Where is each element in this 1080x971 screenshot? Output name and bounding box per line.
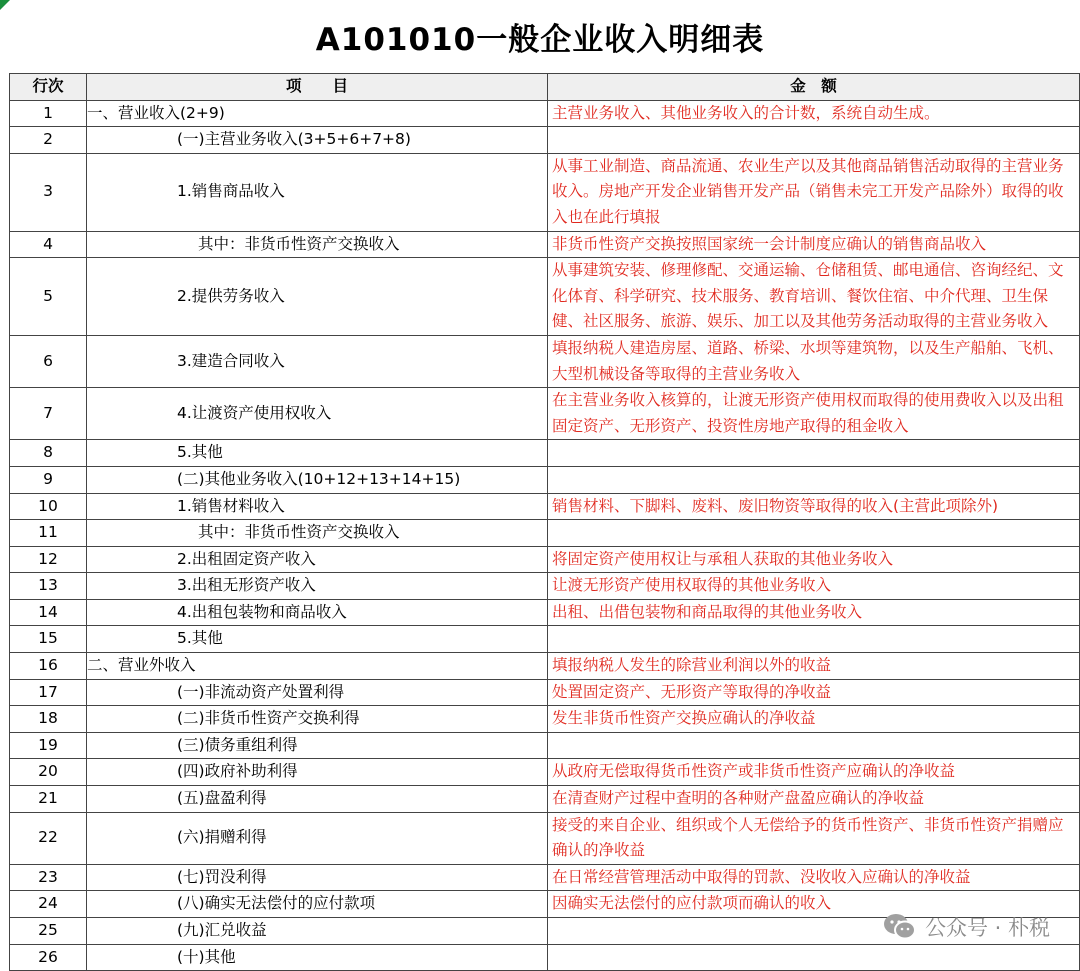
row-number-cell[interactable]: 17 [10, 679, 87, 706]
row-number-cell[interactable]: 2 [10, 127, 87, 154]
item-cell[interactable]: (七)罚没利得 [87, 864, 548, 891]
amount-cell[interactable]: 在清查财产过程中查明的各种财产盘盈应确认的净收益 [548, 786, 1080, 813]
amount-cell[interactable]: 因确实无法偿付的应付款项而确认的收入 [548, 891, 1080, 918]
item-cell[interactable]: (二)其他业务收入(10+12+13+14+15) [87, 466, 548, 493]
table-row [10, 127, 1080, 154]
item-cell[interactable]: 二、营业外收入 [87, 653, 548, 680]
item-cell[interactable]: 1.销售材料收入 [87, 493, 548, 520]
table-row [10, 100, 1080, 127]
amount-cell[interactable]: 主营业务收入、其他业务收入的合计数，系统自动生成。 [548, 100, 1080, 127]
watermark-text: 公众号 · 朴税 [924, 916, 1050, 940]
amount-cell[interactable] [548, 732, 1080, 759]
table-row [10, 153, 1080, 231]
item-cell[interactable]: 4.出租包装物和商品收入 [87, 599, 548, 626]
row-number-cell[interactable]: 22 [10, 812, 87, 864]
row-number-cell[interactable]: 24 [10, 891, 87, 918]
table-row [10, 258, 1080, 336]
amount-cell[interactable] [548, 944, 1080, 971]
table-row [10, 706, 1080, 733]
table-row [10, 440, 1080, 467]
table-row [10, 231, 1080, 258]
wechat-icon [883, 913, 917, 941]
row-number-cell[interactable]: 8 [10, 440, 87, 467]
item-cell[interactable]: (二)非货币性资产交换利得 [87, 706, 548, 733]
sheet-corner-marker [0, 0, 10, 10]
row-number-cell[interactable]: 15 [10, 626, 87, 653]
table-row [10, 573, 1080, 600]
header-amount: 金 额 [548, 74, 1080, 101]
table-row [10, 626, 1080, 653]
amount-cell[interactable] [548, 520, 1080, 547]
amount-cell[interactable]: 从政府无偿取得货币性资产或非货币性资产应确认的净收益 [548, 759, 1080, 786]
row-number-cell[interactable]: 23 [10, 864, 87, 891]
item-cell[interactable]: (五)盘盈利得 [87, 786, 548, 813]
item-cell[interactable]: 4.让渡资产使用权收入 [87, 388, 548, 440]
table-row [10, 759, 1080, 786]
row-number-cell[interactable]: 21 [10, 786, 87, 813]
row-number-cell[interactable]: 13 [10, 573, 87, 600]
table-row [10, 679, 1080, 706]
item-cell[interactable]: (四)政府补助利得 [87, 759, 548, 786]
item-cell[interactable]: (一)主营业务收入(3+5+6+7+8) [87, 127, 548, 154]
row-number-cell[interactable]: 14 [10, 599, 87, 626]
item-cell[interactable]: (十)其他 [87, 944, 548, 971]
table-row [10, 493, 1080, 520]
amount-cell[interactable]: 接受的来自企业、组织或个人无偿给予的货币性资产、非货币性资产捐赠应确认的净收益 [548, 812, 1080, 864]
amount-cell[interactable]: 非货币性资产交换按照国家统一会计制度应确认的销售商品收入 [548, 231, 1080, 258]
header-item: 项 目 [87, 74, 548, 101]
table-row [10, 520, 1080, 547]
row-number-cell[interactable]: 25 [10, 918, 87, 945]
amount-cell[interactable] [548, 626, 1080, 653]
table-row [10, 864, 1080, 891]
amount-cell[interactable]: 将固定资产使用权让与承租人获取的其他业务收入 [548, 546, 1080, 573]
row-number-cell[interactable]: 20 [10, 759, 87, 786]
row-number-cell[interactable]: 26 [10, 944, 87, 971]
item-cell[interactable]: 1.销售商品收入 [87, 153, 548, 231]
table-row [10, 944, 1080, 971]
row-number-cell[interactable]: 16 [10, 653, 87, 680]
amount-cell[interactable] [548, 440, 1080, 467]
amount-cell[interactable]: 填报纳税人发生的除营业利润以外的收益 [548, 653, 1080, 680]
item-cell[interactable]: (三)债务重组利得 [87, 732, 548, 759]
amount-cell[interactable] [548, 127, 1080, 154]
table-row [10, 388, 1080, 440]
item-cell[interactable]: 2.提供劳务收入 [87, 258, 548, 336]
item-cell[interactable]: 3.出租无形资产收入 [87, 573, 548, 600]
row-number-cell[interactable]: 10 [10, 493, 87, 520]
table-row [10, 786, 1080, 813]
table-row [10, 812, 1080, 864]
row-number-cell[interactable]: 7 [10, 388, 87, 440]
row-number-cell[interactable]: 3 [10, 153, 87, 231]
row-number-cell[interactable]: 19 [10, 732, 87, 759]
amount-cell[interactable]: 处置固定资产、无形资产等取得的净收益 [548, 679, 1080, 706]
row-number-cell[interactable]: 18 [10, 706, 87, 733]
item-cell[interactable]: (六)捐赠利得 [87, 812, 548, 864]
page-title: A101010一般企业收入明细表 [315, 22, 765, 58]
amount-cell[interactable]: 填报纳税人建造房屋、道路、桥梁、水坝等建筑物，以及生产船舶、飞机、大型机械设备等取得的主营业务收入 [548, 335, 1080, 387]
row-number-cell[interactable]: 5 [10, 258, 87, 336]
amount-cell[interactable]: 发生非货币性资产交换应确认的净收益 [548, 706, 1080, 733]
amount-cell[interactable]: 从事工业制造、商品流通、农业生产以及其他商品销售活动取得的主营业务收入。房地产开发企业销售开发产品（销售未完工开发产品除外）取得的收入也在此行填报 [548, 153, 1080, 231]
item-cell[interactable]: 一、营业收入(2+9) [87, 100, 548, 127]
row-number-cell[interactable]: 4 [10, 231, 87, 258]
item-cell[interactable]: 5.其他 [87, 626, 548, 653]
table-row [10, 466, 1080, 493]
table-row [10, 732, 1080, 759]
watermark [883, 912, 1050, 942]
item-cell[interactable]: 其中：非货币性资产交换收入 [87, 231, 548, 258]
row-number-cell[interactable]: 1 [10, 100, 87, 127]
amount-cell[interactable] [548, 466, 1080, 493]
item-cell[interactable]: (一)非流动资产处置利得 [87, 679, 548, 706]
row-number-cell[interactable]: 6 [10, 335, 87, 387]
amount-cell[interactable]: 在主营业务收入核算的，让渡无形资产使用权而取得的使用费收入以及出租固定资产、无形资产、投资性房地产取得的租金收入 [548, 388, 1080, 440]
item-cell[interactable]: (八)确实无法偿付的应付款项 [87, 891, 548, 918]
header-row-number: 行次 [10, 74, 87, 101]
item-cell[interactable]: 3.建造合同收入 [87, 335, 548, 387]
income-detail-table [9, 73, 1080, 971]
amount-cell[interactable]: 从事建筑安装、修理修配、交通运输、仓储租赁、邮电通信、咨询经纪、文化体育、科学研究、技术服务、教育培训、餐饮住宿、中介代理、卫生保健、社区服务、旅游、娱乐、加工以及其他劳务活动取得的主营业务收入 [548, 258, 1080, 336]
amount-cell[interactable]: 出租、出借包装物和商品取得的其他业务收入 [548, 599, 1080, 626]
row-number-cell[interactable]: 9 [10, 466, 87, 493]
item-cell[interactable]: 其中：非货币性资产交换收入 [87, 520, 548, 547]
item-cell[interactable]: (九)汇兑收益 [87, 918, 548, 945]
table-row [10, 653, 1080, 680]
amount-cell[interactable]: 让渡无形资产使用权取得的其他业务收入 [548, 573, 1080, 600]
table-row [10, 546, 1080, 573]
table-row [10, 335, 1080, 387]
row-number-cell[interactable]: 12 [10, 546, 87, 573]
item-cell[interactable]: 5.其他 [87, 440, 548, 467]
amount-cell[interactable]: 在日常经营管理活动中取得的罚款、没收收入应确认的净收益 [548, 864, 1080, 891]
table-row [10, 599, 1080, 626]
amount-cell[interactable]: 销售材料、下脚料、废料、废旧物资等取得的收入(主营此项除外) [548, 493, 1080, 520]
item-cell[interactable]: 2.出租固定资产收入 [87, 546, 548, 573]
table-header-row [10, 74, 1080, 101]
row-number-cell[interactable]: 11 [10, 520, 87, 547]
